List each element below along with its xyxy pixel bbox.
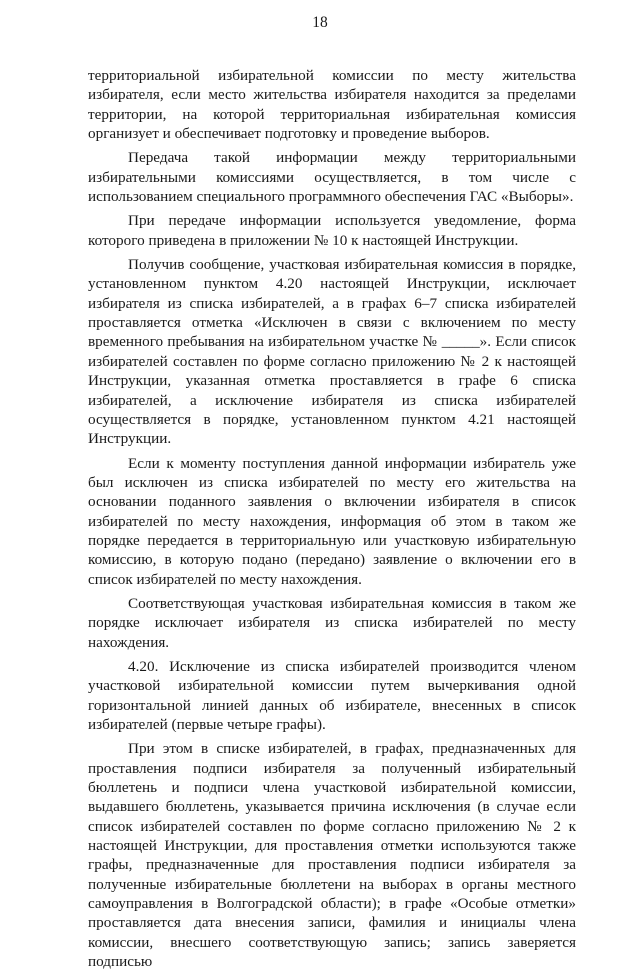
paragraph: Соответствующая участковая избирательная комиссия в таком же порядке исключает избирателя из списка избирателей по месту нахождения.	[88, 594, 576, 651]
paragraph: При передаче информации используется уведомление, форма которого приведена в приложении № 10 к настоящей Инструкции.	[88, 212, 576, 249]
paragraph: Передача такой информации между территориальными избирательными комиссиями осуществляется, в том числе с использованием специального программного обеспечения ГАС «Выборы».	[88, 149, 576, 206]
paragraph: территориальной избирательной комиссии по месту жительства избирателя, если место жительства избирателя находится за пределами территории, на которой территориальная избирательная комиссия организует и обеспечивает подготовку и проведение выборов.	[88, 67, 576, 143]
document-body	[88, 66, 576, 976]
paragraph: При этом в списке избирателей, в графах, предназначенных для проставления подписи избирателя за полученный избирательный бюллетень и подписи члена участковой избирательной комиссии, выдавшего бюллетень, указывается причина исключения (в случае если список избирателей составлен по форме согласно приложению № 2 к настоящей Инструкции, для проставления отметки используются также графы, предназначенные для проставления подписи избирателя за полученные избирательные бюллетени на выборах в органы местного самоуправления в Волгоградской области); в графе «Особые отметки» проставляется дата внесения записи, фамилия и инициалы члена комиссии, внесшего соответствующую запись; запись заверяется подписью	[88, 740, 576, 971]
page-number: 18	[312, 14, 328, 31]
paragraph: Получив сообщение, участковая избирательная комиссия в порядке, установленном пунктом 4.20 настоящей Инструкции, исключает избирателя из списка избирателей, а в графах 6–7 списка избирателей проставляется отметка «Исключен в связи с включением по месту временного пребывания на избирательном участке № _____». Если список избирателей составлен по форме согласно приложению № 2 к настоящей Инструкции, указанная отметка проставляется в графе 6 списка избирателей, а исключение избирателя из списка избирателей осуществляется в порядке, установленном пунктом 4.21 настоящей Инструкции.	[88, 256, 576, 448]
paragraph: Если к моменту поступления данной информации избиратель уже был исключен из списка избирателей по месту его жительства на основании поданного заявления о включении избирателя в список избирателей по месту нахождения, информация об этом в таком же порядке передается в территориальную или участковую избирательную комиссию, в которую подано (передано) заявление о включении его в список избирателей по месту нахождения.	[88, 454, 576, 588]
paragraph: 4.20. Исключение из списка избирателей производится членом участковой избирательной комиссии путем вычеркивания одной горизонтальной линией данных об избирателе, внесенных в список избирателей (первые четыре графы).	[88, 657, 576, 733]
